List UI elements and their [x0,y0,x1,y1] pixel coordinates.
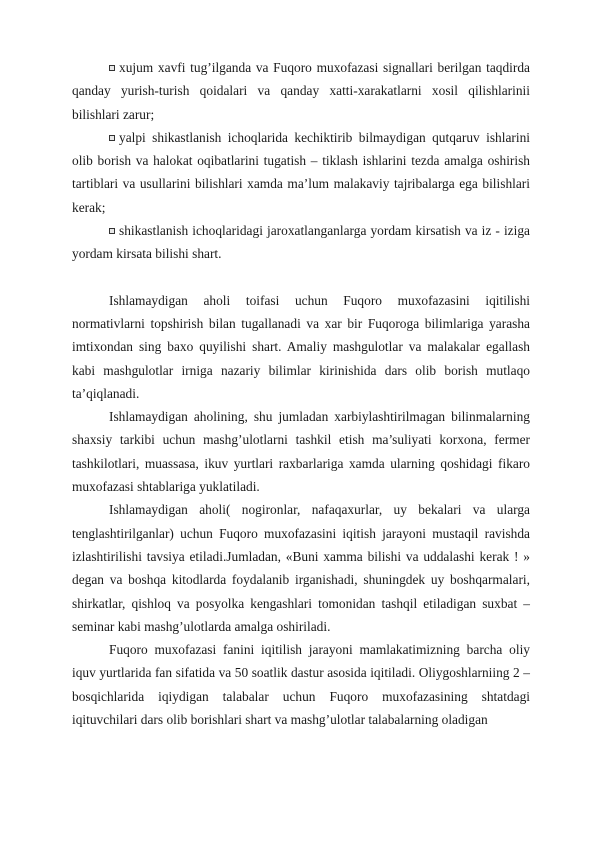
bullet-text: yalpi shikastlanish ichoqlarida kechiktirib bilmaydigan qutqaruv ishlarini olib borish va halokat oqibatlarini tugatish – tiklash ishlarini tezda amalga oshirish tartiblari va usullarini bilishlari xamda ma’lum malakaviy tajribalarga ega bilishlari kerak; [72,129,530,215]
body-paragraph: Fuqoro muxofazasi fanini iqitilish jarayoni mamlakatimizning barcha oliy iquv yurtlarida fan sifatida va 50 soatlik dastur asosida iqitiladi. Oliygoshlarniing 2 – bosqichlarida iqiydigan talabalar uchun Fuqoro muxofazasining shtatdagi iqituvchilari dars olib borishlari shart va mashg’ulotlar talabalarning oladigan [72,642,530,728]
paragraph-spacer [72,266,530,289]
bullet-text: xujum xavfi tug’ilganda va Fuqoro muxofazasi signallari berilgan taqdirda qanday yurish-turish qoidalari va qanday xatti-xarakatlarni xosil qilishlarinii bilishlari zarur; [72,60,530,122]
body-paragraph: Ishlamaydigan aholi toifasi uchun Fuqoro muxofazasini iqitilishi normativlarni topshirish bilan tugallanadi va xar bir Fuqoroga bilimlariga yarasha imtixondan sing baxo quyilishi shart. Amaliy mashgulotlar va malakalar egallash kabi mashgulotlar irniga nazariy bilimlar kirinishida dars olib borish mutlaqo ta’qiqlanadi. [72,292,530,401]
checkbox-bullet-icon [109,65,115,71]
bullet-item [72,219,530,266]
checkbox-bullet-icon [109,135,115,141]
checkbox-bullet-icon [109,228,115,234]
bullet-item [72,56,530,126]
body-paragraph: Ishlamaydigan aholi( nogironlar, nafaqaxurlar, uy bekalari va ularga tenglashtirilganlar) uchun Fuqoro muxofazasini iqitish jarayoni mustaqil ravishda izlashtirilishi tavsiya etiladi.Jumladan, «Buni xamma bilishi va uddalashi kerak ! » degan va boshqa kitodlarda foydalanib irganishadi, shuningdek uy boshqarmalari, shirkatlar, qishloq va posyolka kengashlari tomonidan tashqil etiladigan suxbat – seminar kabi mashg’ulotlarda amalga oshiriladi. [72,502,530,634]
document-page [72,56,530,731]
bullet-item [72,126,530,219]
body-paragraph: Ishlamaydigan aholining, shu jumladan xarbiylashtirilmagan bilinmalarning shaxsiy tarkibi uchun mashg’ulotlarni tashkil etish ma’suliyati korxona, fermer tashkilotlari, muassasa, ikuv yurtlari raxbarlariga xamda ularning qoshidagi fikaro muxofazasi shtablariga yuklatiladi. [72,409,530,495]
bullet-text: shikastlanish ichoqlaridagi jaroxatlanganlarga yordam kirsatish va iz - iziga yordam kirsata bilishi shart. [72,223,530,262]
